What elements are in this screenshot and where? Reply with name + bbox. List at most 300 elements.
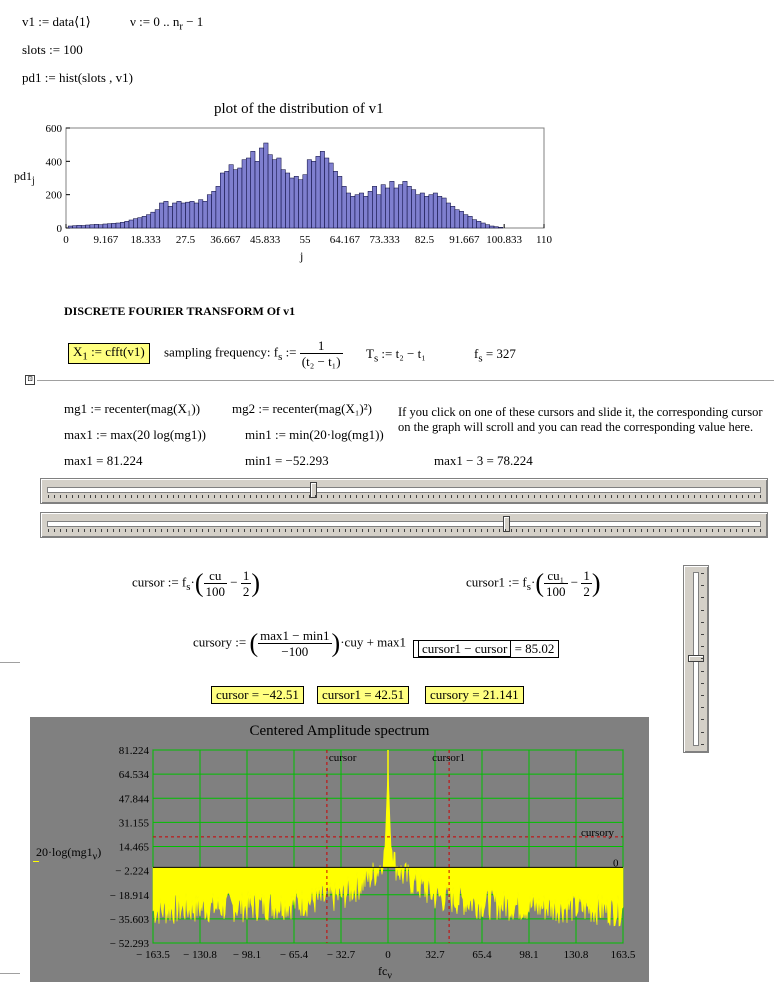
slider-tick — [309, 529, 310, 532]
histogram-bar — [168, 206, 172, 228]
max1-minus-3-value[interactable]: max1 − 3 = 78.224 — [434, 453, 533, 468]
slider-tick — [155, 495, 156, 498]
ts-definition[interactable] — [366, 346, 426, 365]
slider-tick — [564, 495, 565, 498]
slider-tick — [208, 529, 209, 532]
cursor-half-num: 1 — [242, 568, 250, 583]
histogram-xtick-label: 82.5 — [414, 234, 435, 246]
slider-tick — [321, 495, 322, 498]
slider-tick — [113, 529, 114, 532]
slider-tick — [244, 529, 245, 532]
nu-range-sub: r — [179, 20, 183, 33]
histogram-bar — [116, 223, 120, 228]
cursor-value[interactable]: cursor = −42.51 — [211, 686, 304, 704]
slider-tick — [327, 495, 328, 498]
histogram-bar — [377, 195, 381, 228]
slider-tick — [196, 529, 197, 532]
slider-tick — [534, 495, 535, 498]
slider-tick — [534, 529, 535, 532]
slider-tick — [701, 719, 704, 720]
histogram-xtick-label: 18.333 — [130, 234, 161, 246]
histogram-bar — [233, 170, 237, 228]
histogram-bar — [90, 225, 94, 228]
slider-tick — [641, 529, 642, 532]
spectrum-cursory-label: cursory — [581, 826, 614, 839]
slider-tick — [78, 495, 79, 498]
slider-tick — [605, 529, 606, 532]
histogram-bar — [346, 193, 350, 228]
cursor1-value[interactable]: cursor1 = 42.51 — [317, 686, 409, 704]
histogram-bar — [103, 224, 107, 228]
histogram-ylabel-text: pd1 — [14, 169, 32, 183]
slider-tick — [754, 529, 755, 532]
slider-tick — [422, 495, 423, 498]
slider-tick — [623, 529, 624, 532]
slider-tick — [143, 529, 144, 532]
slider-tick — [416, 529, 417, 532]
slider-tick — [677, 529, 678, 532]
histogram-bar — [303, 175, 307, 228]
slider-tick — [683, 529, 684, 532]
slider-tick — [256, 495, 257, 498]
histogram-xtick-label: 45.833 — [250, 234, 281, 246]
histogram-bar — [359, 193, 363, 228]
spectrum-ytick-label: − 35.603 — [109, 913, 149, 926]
slider-tick — [594, 529, 595, 532]
slider-tick — [256, 529, 257, 532]
slider-tick — [588, 529, 589, 532]
slider-tick — [469, 529, 470, 532]
slider-tick — [315, 529, 316, 532]
spectrum-xlabel-sub: ν — [387, 970, 392, 982]
histogram-bar — [312, 161, 316, 228]
slider-tick — [95, 529, 96, 532]
slider-tick — [333, 495, 334, 498]
cursor1-half-den: 2 — [583, 584, 590, 599]
slider-tick — [137, 529, 138, 532]
slider-tick — [576, 529, 577, 532]
slider-tick — [736, 495, 737, 498]
slider-tick — [238, 529, 239, 532]
slider-tick — [475, 529, 476, 532]
slider-tick — [451, 529, 452, 532]
histogram-bar — [385, 188, 389, 228]
slider-tick — [701, 744, 704, 745]
slider-tick — [244, 495, 245, 498]
cursor-difference-result[interactable] — [413, 640, 559, 658]
slider-tick — [202, 495, 203, 498]
slider-tick — [214, 529, 215, 532]
histogram-xtick-label: 9.167 — [93, 234, 119, 246]
slider-tick — [380, 529, 381, 532]
histogram-bar — [73, 226, 77, 228]
histogram-bar — [225, 171, 229, 228]
max1-value[interactable]: max1 = 81.224 — [64, 453, 143, 468]
cursor1-sub: s — [526, 581, 531, 594]
histogram-bar — [398, 185, 402, 228]
histogram-bar — [86, 225, 90, 228]
cursor1-num: cu₁ — [544, 568, 568, 584]
histogram-bar — [394, 188, 398, 228]
slider-tick — [184, 495, 185, 498]
slider-tick — [599, 495, 600, 498]
x1-rest: := cfft(v1) — [87, 344, 145, 359]
slider-tick — [107, 529, 108, 532]
slider-tick — [760, 529, 761, 532]
slider-tick — [333, 529, 334, 532]
histogram-bar — [316, 156, 320, 228]
histogram-bar — [125, 221, 129, 228]
slider-tick — [374, 529, 375, 532]
slider-tick — [297, 529, 298, 532]
slider-tick — [386, 529, 387, 532]
slider-tick — [647, 529, 648, 532]
slider-tick — [226, 529, 227, 532]
cursory-value[interactable]: cursory = 21.141 — [425, 686, 524, 704]
histogram-bar — [238, 168, 242, 228]
spectrum-ylabel-marker — [33, 855, 39, 862]
slider-tick — [398, 529, 399, 532]
slider-tick — [404, 529, 405, 532]
slider-tick — [665, 495, 666, 498]
slider-tick — [505, 495, 506, 498]
max1-definition[interactable]: max1 := max(20 log(mg1)) — [64, 427, 206, 442]
slider-tick — [528, 495, 529, 498]
histogram-bar — [468, 216, 472, 228]
spectrum-ylabel-tail: ) — [97, 845, 102, 859]
slider-tick — [101, 529, 102, 532]
histogram-xtick-label: 73.333 — [369, 234, 400, 246]
slider-tick — [273, 495, 274, 498]
histogram-bar — [251, 151, 255, 228]
slider-tick — [487, 529, 488, 532]
x1-expr: X — [73, 344, 83, 359]
spectrum-ylabel — [36, 845, 101, 862]
histogram-bar — [320, 151, 324, 228]
histogram-ytick-label: 600 — [45, 123, 62, 135]
histogram-bar — [199, 200, 203, 228]
spectrum-xlabel-text: fc — [378, 964, 388, 978]
slider-tick — [445, 495, 446, 498]
slider-tick — [143, 495, 144, 498]
cursor-sub: s — [186, 581, 191, 594]
slider-tick — [303, 529, 304, 532]
slider-tick — [54, 495, 55, 498]
spectrum-ytick-label: 47.844 — [118, 793, 149, 806]
slider-tick — [173, 529, 174, 532]
slider-tick — [72, 529, 73, 532]
slider-tick — [356, 495, 357, 498]
histogram-bar — [485, 225, 489, 228]
fs-value[interactable] — [474, 346, 516, 365]
histogram-bar — [381, 185, 385, 228]
x1-definition[interactable] — [68, 343, 150, 364]
slider-tick — [659, 495, 660, 498]
slider-tick — [214, 495, 215, 498]
histogram-bar — [294, 176, 298, 228]
mg1-definition[interactable]: mg1 := recenter(mag(X₁)) — [64, 401, 201, 416]
cursor-den: 100 — [205, 584, 225, 599]
slider-tick — [730, 529, 731, 532]
slider-tick — [356, 529, 357, 532]
fs-fraction — [300, 338, 343, 369]
histogram-xtick-label: 110 — [535, 234, 553, 246]
cursor1-half-fraction — [581, 568, 592, 599]
slider-tick — [635, 495, 636, 498]
slider-tick — [368, 529, 369, 532]
histogram-bar — [281, 170, 285, 228]
histogram-bar — [333, 171, 337, 228]
slider-tick — [617, 529, 618, 532]
slider-tick — [641, 495, 642, 498]
histogram-title: plot of the distribution of v1 — [214, 101, 384, 117]
slider-tick — [232, 529, 233, 532]
v1-definition[interactable]: v1 := data⟨1⟩ — [22, 14, 91, 29]
slider-tick — [60, 495, 61, 498]
slider-tick — [273, 529, 274, 532]
slider-tick — [469, 495, 470, 498]
ts-rest: := t₂ − t₁ — [378, 346, 426, 361]
histogram-plot[interactable] — [0, 118, 560, 266]
histogram-xtick-label: 36.667 — [210, 234, 241, 246]
histogram-bar — [229, 165, 233, 228]
slider-tick — [558, 495, 559, 498]
slider-tick — [428, 495, 429, 498]
spectrum-xtick-label: − 65.4 — [279, 949, 309, 961]
region-collapse-icon[interactable]: ⊡ — [25, 375, 35, 385]
slider-tick — [694, 495, 695, 498]
slider-tick — [742, 529, 743, 532]
slider-tick — [119, 495, 120, 498]
min1-definition[interactable]: min1 := min(20·log(mg1)) — [245, 427, 384, 442]
slider-tick — [155, 529, 156, 532]
slider-tick — [238, 495, 239, 498]
slider-tick — [611, 495, 612, 498]
histogram-bar — [146, 215, 150, 228]
slider-tick — [522, 529, 523, 532]
slider-tick — [107, 495, 108, 498]
slider-tick — [327, 529, 328, 532]
slider-tick — [291, 529, 292, 532]
spectrum-plot[interactable] — [30, 717, 649, 982]
slider-tick — [457, 529, 458, 532]
slider-tick — [540, 529, 541, 532]
histogram-bar — [120, 222, 124, 228]
slider-tick — [701, 585, 704, 586]
slider-tick — [137, 495, 138, 498]
histogram-bar — [390, 181, 394, 228]
slider-tick — [439, 529, 440, 532]
fs-val-rest: = 327 — [482, 346, 516, 361]
slider-tick — [297, 495, 298, 498]
spectrum-ytick-label: 14.465 — [118, 841, 149, 854]
histogram-ytick-label: 0 — [56, 223, 62, 235]
slider-tick — [700, 529, 701, 532]
slider-tick — [487, 495, 488, 498]
fs-num: 1 — [300, 338, 343, 354]
histogram-xtick-label: 55 — [299, 234, 311, 246]
slider-tick — [321, 529, 322, 532]
slider-tick — [350, 529, 351, 532]
cursor1-slider[interactable] — [40, 512, 768, 538]
slider-tick — [701, 597, 704, 598]
slider-tick — [463, 529, 464, 532]
slider-tick — [570, 529, 571, 532]
slider-tick — [475, 495, 476, 498]
histogram-bar — [172, 203, 176, 228]
histogram-bar — [68, 226, 72, 228]
slider-tick — [481, 495, 482, 498]
slider-tick — [101, 495, 102, 498]
histogram-bar — [255, 161, 259, 228]
slider-tick — [605, 495, 606, 498]
slider-tick — [629, 529, 630, 532]
histogram-bar — [407, 186, 411, 228]
slider-tick — [688, 529, 689, 532]
cursor-slider-track[interactable] — [47, 487, 761, 493]
slider-tick — [671, 529, 672, 532]
slider-tick — [552, 529, 553, 532]
slider-tick — [718, 529, 719, 532]
histogram-bar — [212, 191, 216, 228]
mg2-definition[interactable]: mg2 := recenter(mag(X₁)²) — [232, 401, 372, 416]
cursory-slider[interactable] — [683, 565, 709, 753]
slider-tick — [267, 529, 268, 532]
slider-tick — [546, 495, 547, 498]
slider-tick — [701, 573, 704, 574]
histogram-bar — [203, 201, 207, 228]
slider-tick — [208, 495, 209, 498]
histogram-bar — [268, 155, 272, 228]
histogram-xlabel: j — [300, 249, 304, 263]
slider-tick — [439, 495, 440, 498]
histogram-bar — [325, 158, 329, 228]
slider-tick — [754, 495, 755, 498]
slider-tick — [701, 658, 704, 659]
slider-tick — [167, 495, 168, 498]
slider-tick — [724, 529, 725, 532]
slider-tick — [404, 495, 405, 498]
cursor1-definition[interactable]: cursor1 := $f_s\cdot$( $\frac{\text{cu₁}}{100}$ − $\frac{1}{2}$ ) — [466, 568, 601, 599]
slider-tick — [493, 495, 494, 498]
cursor-difference-expr[interactable]: cursor1 − cursor — [418, 640, 511, 657]
histogram-bar — [451, 206, 455, 228]
slider-tick — [742, 495, 743, 498]
spectrum-cursor1-label: cursor1 — [432, 752, 466, 764]
spectrum-zero-label: 0 — [613, 857, 619, 870]
histogram-bar — [94, 224, 98, 228]
cursor1-fraction — [544, 568, 568, 599]
slider-tick — [617, 495, 618, 498]
slider-tick — [457, 495, 458, 498]
nu-range-tail: − 1 — [182, 14, 204, 29]
slider-tick — [309, 495, 310, 498]
cursor-definition[interactable]: cursor := $f_s\cdot$( $\frac{cu}{100}$ − $\frac{1}{2}$ ) — [132, 568, 261, 599]
slider-tick — [511, 495, 512, 498]
slider-tick — [78, 529, 79, 532]
cursor-half-fraction — [241, 568, 252, 599]
slider-tick — [54, 529, 55, 532]
slider-tick — [701, 683, 704, 684]
slider-tick — [712, 529, 713, 532]
nu-range-text: ν := 0 .. n — [130, 14, 180, 29]
slider-tick — [368, 495, 369, 498]
histogram-bar — [355, 195, 359, 228]
cursory-definition[interactable]: cursory := ( $\frac{\max 1 - \min 1}{-100}$ )·cuy + max1 — [193, 628, 407, 659]
nu-range-definition[interactable] — [130, 14, 203, 33]
slider-tick — [701, 732, 704, 733]
slider-tick — [499, 495, 500, 498]
slider-tick — [173, 495, 174, 498]
cursor1-lhs: cursor1 := f — [466, 574, 527, 590]
histogram-bar — [298, 180, 302, 228]
x1-sub: 1 — [82, 350, 88, 363]
slider-tick — [48, 529, 49, 532]
histogram-bar — [99, 225, 103, 228]
histogram-xtick-label: 100.833 — [486, 234, 523, 246]
slider-tick — [516, 495, 517, 498]
slider-tick — [374, 495, 375, 498]
slider-tick — [546, 529, 547, 532]
slider-tick — [178, 529, 179, 532]
spectrum-ytick-label: 64.534 — [118, 769, 149, 782]
histogram-xtick-label: 0 — [63, 234, 69, 246]
histogram-bar — [194, 203, 198, 228]
spectrum-xlabel — [378, 964, 392, 981]
histogram-bar — [177, 201, 181, 228]
slider-tick — [635, 529, 636, 532]
histogram-ylabel-sub: j — [32, 175, 35, 187]
histogram-bar — [342, 186, 346, 228]
histogram-bar — [107, 224, 111, 228]
slider-tick — [701, 622, 704, 623]
min1-value[interactable]: min1 = −52.293 — [245, 453, 329, 468]
cursor1-half-num: 1 — [583, 568, 590, 583]
fs-definition[interactable] — [164, 338, 343, 369]
histogram-bar — [133, 219, 137, 228]
pd1-definition[interactable]: pd1 := hist(slots , v1) — [22, 70, 133, 85]
spectrum-xtick-label: 65.4 — [472, 949, 492, 961]
histogram-bar — [216, 186, 220, 228]
histogram-bar — [329, 163, 333, 228]
slots-definition[interactable]: slots := 100 — [22, 42, 83, 57]
fs-den: (t₂ − t₁) — [301, 354, 341, 369]
histogram-bar — [416, 195, 420, 228]
slider-tick — [428, 529, 429, 532]
cursor1-slider-track[interactable] — [47, 521, 761, 527]
slider-tick — [345, 529, 346, 532]
slider-tick — [718, 495, 719, 498]
cursor-fraction — [204, 568, 228, 599]
slider-tick — [760, 495, 761, 498]
histogram-bar — [138, 218, 142, 228]
slider-tick — [694, 529, 695, 532]
slider-tick — [724, 495, 725, 498]
histogram-bar — [351, 196, 355, 228]
slider-tick — [570, 495, 571, 498]
slider-tick — [48, 495, 49, 498]
slider-tick — [291, 495, 292, 498]
slider-tick — [576, 495, 577, 498]
slider-tick — [303, 495, 304, 498]
slider-tick — [261, 495, 262, 498]
slider-tick — [95, 495, 96, 498]
slider-tick — [611, 529, 612, 532]
slider-tick — [90, 495, 91, 498]
slider-tick — [433, 529, 434, 532]
slider-tick — [677, 495, 678, 498]
cursor-slider[interactable] — [40, 478, 768, 504]
